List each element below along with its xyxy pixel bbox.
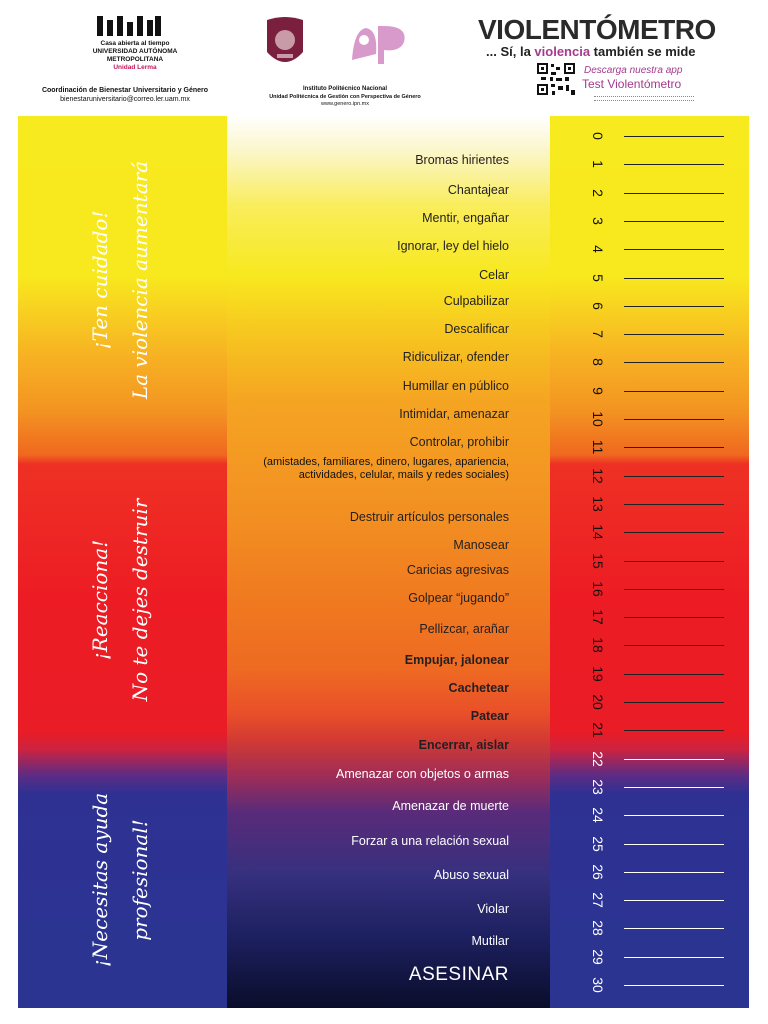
scale-rule (624, 730, 724, 731)
item-10-detail: (amistades, familiares, dinero, lugares, apariencia, actividades, celular, mails y redes sociales) (263, 456, 509, 481)
scale-number: 11 (590, 440, 606, 455)
scale-rule (624, 900, 724, 901)
item-24: Violar (477, 902, 509, 916)
scale-rule (624, 249, 724, 250)
item-6: Descalificar (444, 322, 509, 336)
item-15: Pellizcar, arañar (419, 622, 509, 636)
scale-rule (624, 759, 724, 760)
scale-number: 12 (590, 467, 606, 484)
scale-rule (624, 957, 724, 958)
item-22: Forzar a una relación sexual (351, 834, 509, 848)
item-0: Bromas hirientes (415, 153, 509, 167)
header (0, 0, 768, 115)
item-12: Manosear (453, 538, 509, 552)
item-7: Ridiculizar, ofender (402, 350, 509, 364)
item-10: Controlar, prohibir (409, 435, 509, 449)
scale-number: 28 (590, 920, 606, 937)
scale-rule (624, 674, 724, 675)
scale-number: 22 (590, 750, 606, 767)
subtitle-accent: violencia (534, 44, 591, 59)
uam-line-2: UNIVERSIDAD AUTÓNOMA (92, 48, 178, 55)
scale-rule (624, 334, 724, 335)
scale-number: 14 (590, 524, 606, 540)
scale-number: 25 (590, 835, 606, 852)
subtitle-part-1: ... Sí, la (486, 44, 535, 59)
scale-number: 24 (590, 807, 606, 823)
section-careful-line1: ¡Ten cuidado! (88, 210, 112, 350)
subtitle-part-2: también se mide (590, 44, 696, 59)
uam-logo (95, 14, 163, 38)
ipn-unit: Unidad Politécnica de Gestión con Perspectiva de Género (269, 93, 421, 100)
item-19: Encerrar, aislar (418, 738, 509, 752)
scale-rule (624, 193, 724, 194)
item-23: Abuso sexual (433, 868, 509, 882)
scale-number: 8 (590, 358, 606, 367)
scale-number: 0 (590, 132, 606, 140)
section-react-line2: No te dejes destruir (128, 498, 152, 702)
scale-rule (624, 504, 724, 505)
scale-rule (624, 306, 724, 307)
scale-number: 19 (590, 665, 606, 682)
scale-rule (624, 419, 724, 420)
item-3: Ignorar, ley del hielo (397, 239, 509, 253)
scale-number: 23 (590, 779, 606, 795)
scale-rule (624, 589, 724, 590)
scale-rule (624, 702, 724, 703)
scale-rule (624, 362, 724, 363)
item-9: Intimidar, amenazar (399, 407, 509, 421)
section-careful-line2: La violencia aumentará (128, 160, 152, 400)
scale-rule (624, 447, 724, 448)
scale-rule (624, 815, 724, 816)
section-help-line2: profesional! (128, 819, 152, 941)
item-1: Chantajear (447, 183, 509, 197)
item-17: Cachetear (448, 681, 509, 695)
item-13: Caricias agresivas (406, 563, 509, 577)
ipn-site: www.genero.ipn.mx (321, 101, 369, 107)
ipn-logo (263, 16, 307, 74)
scale-rule (624, 561, 724, 562)
scale-rule (624, 872, 724, 873)
scale-number: 18 (590, 637, 606, 654)
scale-number: 3 (590, 216, 606, 225)
item-5: Culpabilizar (443, 294, 509, 308)
item-20: Amenazar con objetos o armas (335, 767, 509, 781)
item-2: Mentir, engañar (422, 211, 509, 225)
section-help-line1: ¡Necesitas ayuda (88, 792, 112, 968)
scale-rule (624, 391, 724, 392)
violentometro-subtitle (486, 44, 756, 59)
scale-rule (624, 476, 724, 477)
item-16: Empujar, jalonear (404, 653, 509, 667)
item-21: Amenazar de muerte (392, 799, 509, 813)
violentometro-title: VIOLENTÓMETRO (478, 14, 716, 45)
scale-rule (624, 164, 724, 165)
scale-number: 21 (590, 722, 606, 739)
coordination-email: bienestaruniversitario@correo.ler.uam.mx (60, 96, 190, 103)
download-app-label: Descarga nuestra app (584, 65, 683, 76)
scale-rule (624, 221, 724, 222)
scale-number: 7 (590, 330, 606, 338)
uam-name (70, 40, 200, 72)
scale-number: 15 (590, 552, 606, 569)
scale-number: 5 (590, 273, 606, 282)
scale-number: 17 (590, 609, 606, 625)
item-4: Celar (479, 268, 509, 282)
scale-rule (624, 928, 724, 929)
scale-number: 27 (590, 892, 606, 908)
scale-number: 30 (590, 977, 606, 993)
scale-number: 16 (590, 581, 606, 597)
scale-rule (624, 136, 724, 137)
scale-number: 2 (590, 188, 606, 197)
uam-unit: Unidad Lerma (113, 64, 157, 71)
scale-number: 13 (590, 496, 606, 512)
scale-rule (624, 617, 724, 618)
scale-number: 6 (590, 301, 606, 310)
item-14: Golpear “jugando” (408, 591, 509, 605)
section-react-line1: ¡Reacciona! (88, 539, 112, 661)
app-name-label: Test Violentómetro (582, 77, 682, 91)
scale-number: 4 (590, 245, 606, 254)
scale-rule (624, 532, 724, 533)
item-11: Destruir artículos personales (349, 510, 509, 524)
coordination-name: Coordinación de Bienestar Universitario y Género (41, 87, 209, 94)
scale-number: 1 (590, 160, 606, 169)
scale-rule (624, 844, 724, 845)
scale-rule (624, 787, 724, 788)
item-26: ASESINAR (408, 964, 509, 985)
scale-number: 10 (590, 411, 606, 427)
fine-print (594, 94, 694, 101)
item-8: Humillar en público (402, 379, 509, 393)
item-25: Mutilar (471, 934, 509, 948)
qr-code-icon[interactable] (536, 62, 576, 96)
scale-number: 9 (590, 386, 606, 395)
scale-rule (624, 278, 724, 279)
scale-number: 29 (590, 948, 606, 965)
ipn-name (250, 86, 440, 109)
uam-line-1: Casa abierta al tiempo (100, 40, 170, 47)
gender-unit-logo (348, 20, 418, 68)
scale-rule (624, 645, 724, 646)
scale-number: 26 (590, 864, 606, 880)
item-18: Patear (470, 709, 509, 723)
ipn-title: Instituto Politécnico Nacional (302, 86, 387, 92)
coordination (20, 86, 230, 104)
uam-line-3: METROPOLITANA (106, 56, 164, 63)
scale-number: 20 (590, 694, 606, 710)
scale-rule (624, 985, 724, 986)
